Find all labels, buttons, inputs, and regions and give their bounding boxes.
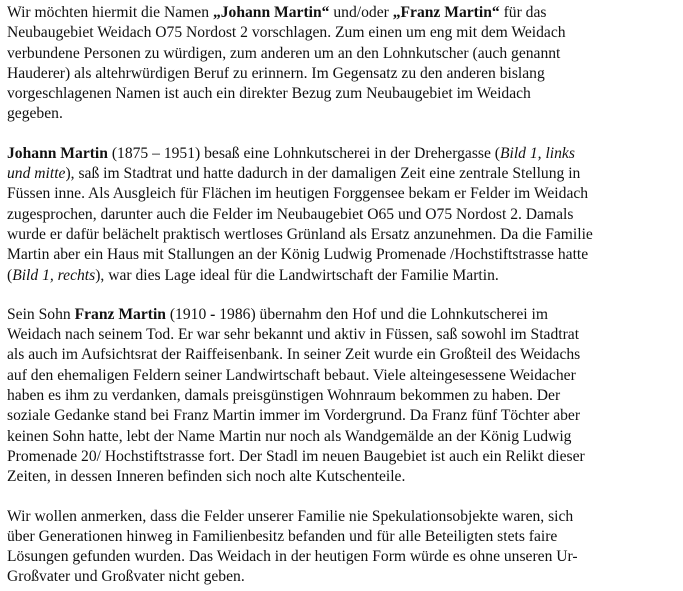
text-line (7, 84, 679, 104)
bold-text: - (210, 305, 216, 323)
text-line (7, 44, 679, 64)
text-run: Zeiten, in dessen Inneren befinden sich noch alte Kutschenteile. (7, 468, 406, 486)
text-line (7, 3, 679, 23)
text-line (7, 527, 679, 547)
text-run: Neubaugebiet Weidach O75 Nordost 2 vorschlagen. Zum einen um eng mit dem Weidach (7, 24, 566, 42)
text-run: und/oder (329, 4, 393, 21)
text-run: (1875 – 1951) besaß eine Lohnkutscherei in der Drehergasse ( (107, 144, 500, 162)
text-run: ( (7, 266, 13, 284)
text-run: für das (499, 4, 547, 21)
text-run: ), saß im Stadtrat und hatte dadurch in der damaligen Zeit eine zentrale Stellung in (65, 165, 581, 183)
paragraph (7, 305, 679, 488)
text-line (7, 345, 679, 365)
text-line (7, 447, 679, 467)
text-run: als auch im Aufsichtsrat der Raiffeisenbank. In seiner Zeit wurde ein Großteil des Weidachs (7, 346, 581, 364)
text-line (7, 325, 679, 345)
text-run: Hauderer) als altehrwürdigen Beruf zu erinnern. Im Gegensatz zu den anderen bislang (7, 64, 545, 82)
text-line (7, 184, 679, 204)
italic-text: Bild 1, links (499, 144, 575, 162)
text-run: Martin aber ein Haus mit Stallungen an der König Ludwig Promenade /Hochstiftstrasse hatte (7, 246, 589, 264)
italic-text: und mitte (7, 165, 66, 183)
text-line (7, 245, 679, 265)
text-line (7, 427, 679, 447)
text-line (7, 144, 679, 164)
text-line (7, 266, 679, 286)
text-run: haben es ihm zu verdanken, damals preisgünstigen Wohnraum bekommen zu haben. Der (7, 387, 561, 405)
text-run: ), war dies Lage ideal für die Landwirtschaft der Familie Martin. (95, 266, 499, 284)
text-line (7, 23, 679, 43)
text-line (7, 164, 679, 184)
text-run: Wir wollen anmerken, dass die Felder unserer Familie nie Spekulationsobjekte waren, sich (7, 507, 574, 525)
text-run: Promenade 20/ Hochstiftstrasse fort. Der Stadl im neuen Baugebiet ist auch ein Relikt dieser (7, 447, 585, 465)
text-run: auf den ehemaligen Feldern seiner Landwirtschaft bebaut. Viele alteingesessene Weidacher (7, 366, 576, 384)
text-run: 1986) übernahm den Hof und die Lohnkutscherei im (215, 305, 548, 323)
paragraph (7, 507, 679, 588)
text-run: keinen Sohn hatte, lebt der Name Martin nur noch als Wandgemälde an der König Ludwig (7, 427, 572, 445)
text-line (7, 104, 679, 124)
bold-text: Franz Martin (74, 305, 166, 323)
text-line (7, 467, 679, 487)
text-run: Füssen inne. Als Ausgleich für Flächen im heutigen Forggensee bekam er Felder im Weidach (7, 185, 589, 203)
text-line (7, 366, 679, 386)
paragraph (7, 144, 679, 286)
document-body (7, 3, 679, 588)
text-line (7, 205, 679, 225)
paragraph (7, 3, 679, 125)
text-line (7, 305, 679, 325)
text-run: Lösungen gefunden wurden. Das Weidach in der heutigen Form würde es ohne unseren Ur- (7, 548, 578, 566)
bold-text: Johann Martin (7, 144, 108, 162)
text-run: Weidach nach seinem Tod. Er war sehr bekannt und aktiv in Füssen, saß sowohl im Stadtrat (7, 326, 580, 344)
italic-text: Bild 1, rechts (12, 266, 96, 284)
text-run: wurde er dafür belächelt praktisch wertloses Grünland als Ersatz anzunehmen. Da die Familie (7, 225, 593, 243)
text-line (7, 225, 679, 245)
text-run: zugesprochen, darunter auch die Felder im Neubaugebiet O65 und O75 Nordost 2. Damals (7, 205, 574, 223)
text-line (7, 567, 679, 587)
text-line (7, 64, 679, 84)
text-run: verbundene Personen zu würdigen, zum anderen um an den Lohnkutscher (auch genannt (7, 44, 561, 62)
text-run: Wir möchten hiermit die Namen (7, 4, 213, 21)
text-run: vorgeschlagenen Namen ist auch ein direkter Bezug zum Neubaugebiet im Weidach (7, 85, 531, 103)
text-run: über Generationen hinweg in Familienbesitz befanden und für alle Beteiligten stets faire (7, 527, 558, 545)
text-run: gegeben. (7, 105, 63, 123)
text-run: Sein Sohn (7, 305, 75, 323)
text-run: Großvater und Großvater nicht geben. (7, 568, 245, 586)
text-line (7, 547, 679, 567)
text-line (7, 507, 679, 527)
bold-text: „Franz Martin“ (392, 4, 500, 21)
text-run: (1910 (165, 305, 211, 323)
bold-text: „Johann Martin“ (212, 4, 330, 21)
text-run: soziale Gedanke stand bei Franz Martin immer im Vordergrund. Da Franz fünf Töchter aber (7, 407, 581, 425)
text-line (7, 386, 679, 406)
text-line (7, 406, 679, 426)
